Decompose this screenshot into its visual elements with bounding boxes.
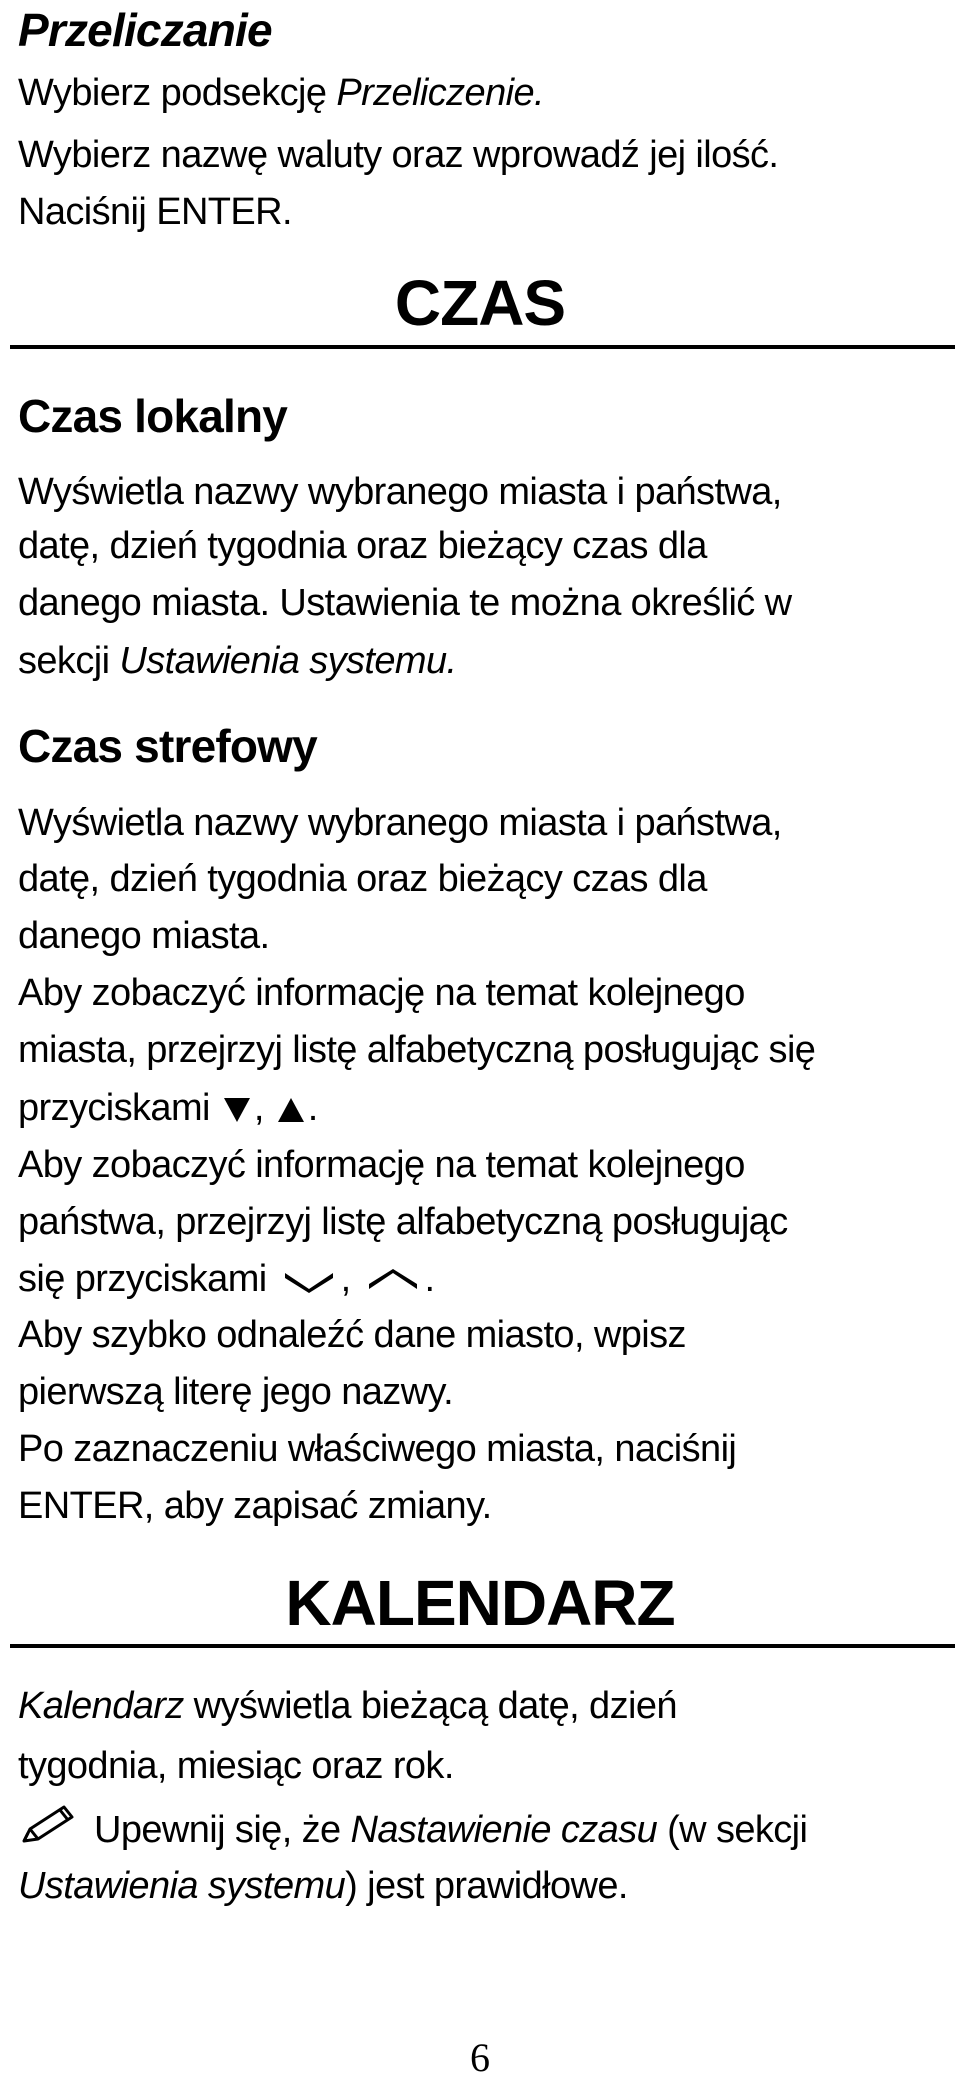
calendar-note-line-2 (18, 1860, 628, 1912)
local-time-heading: Czas lokalny (18, 390, 288, 442)
time-section-rule (10, 345, 955, 349)
zone-time-line-4: Aby zobaczyć informację na temat kolejnego (18, 972, 745, 1014)
calendar-section-rule (10, 1644, 955, 1648)
zone-time-line-5: miasta, przejrzyj listę alfabetyczną posługując się (18, 1029, 816, 1071)
zone-time-line-7: Aby zobaczyć informację na temat kolejnego (18, 1144, 745, 1186)
zone-time-line-6-separator: , (253, 1087, 264, 1129)
conversion-heading: Przeliczanie (18, 4, 272, 56)
conversion-line-1-italic: Przeliczenie. (336, 72, 544, 114)
triangle-down-icon (224, 1098, 250, 1122)
zone-time-line-3: danego miasta. (18, 915, 270, 957)
zone-time-line-13: ENTER, aby zapisać zmiany. (18, 1485, 492, 1527)
calendar-note-line-1-italic: Nastawienie czasu (350, 1809, 658, 1852)
zone-time-line-10: Aby szybko odnaleźć dane miasto, wpisz (18, 1314, 686, 1356)
zone-time-line-6-end: . (307, 1087, 318, 1129)
conversion-line-1 (18, 67, 544, 119)
calendar-note-line-2-italic: Ustawienia systemu (18, 1865, 346, 1907)
zone-time-line-12: Po zaznaczeniu właściwego miasta, naciśnij (18, 1428, 737, 1470)
page-number: 6 (470, 2035, 490, 2080)
zone-time-line-6 (18, 1082, 318, 1134)
zone-time-line-2: datę, dzień tygodnia oraz bieżący czas dla (18, 858, 707, 900)
zone-time-line-9-separator: , (340, 1258, 351, 1300)
local-time-line-4-text: sekcji (18, 640, 120, 682)
zone-time-line-6-text: przyciskami (18, 1087, 210, 1129)
calendar-note-line-2-rest: ) jest prawidłowe. (345, 1865, 628, 1907)
conversion-line-3: Naciśnij ENTER. (18, 191, 292, 233)
calendar-note-line-1-rest: (w sekcji (657, 1809, 808, 1852)
zone-time-heading: Czas strefowy (18, 720, 317, 772)
local-time-line-2: datę, dzień tygodnia oraz bieżący czas dla (18, 525, 707, 567)
calendar-line-1-text: wyświetla bieżącą datę, dzień (183, 1685, 677, 1727)
local-time-line-3: danego miasta. Ustawienia te można określić w (18, 582, 792, 624)
local-time-line-1: Wyświetla nazwy wybranego miasta i państwa, (18, 471, 782, 513)
chevron-down-icon (283, 1255, 335, 1307)
triangle-up-icon (278, 1098, 304, 1122)
conversion-line-2: Wybierz nazwę waluty oraz wprowadź jej ilość. (18, 134, 779, 176)
zone-time-line-1: Wyświetla nazwy wybranego miasta i państwa, (18, 802, 782, 844)
local-time-line-4 (18, 635, 456, 687)
zone-time-line-9 (18, 1253, 434, 1307)
pencil-icon (18, 1803, 76, 1861)
calendar-line-1-italic: Kalendarz (18, 1685, 184, 1727)
local-time-line-4-italic: Ustawienia systemu. (119, 640, 457, 682)
calendar-section-title: KALENDARZ (285, 1567, 675, 1639)
calendar-line-1 (18, 1680, 677, 1732)
zone-time-line-9-text: się przyciskami (18, 1258, 267, 1300)
zone-time-line-11: pierwszą literę jego nazwy. (18, 1371, 454, 1413)
conversion-line-1-text: Wybierz podsekcję (18, 72, 337, 114)
calendar-note-line-1-text: Upewnij się, że (94, 1809, 351, 1852)
zone-time-line-8: państwa, przejrzyj listę alfabetyczną posługując (18, 1201, 788, 1243)
time-section-title: CZAS (394, 267, 566, 339)
calendar-note-line-1 (18, 1803, 807, 1861)
calendar-line-2: tygodnia, miesiąc oraz rok. (18, 1745, 454, 1787)
zone-time-line-9-end: . (424, 1258, 435, 1300)
chevron-up-icon (367, 1255, 419, 1307)
